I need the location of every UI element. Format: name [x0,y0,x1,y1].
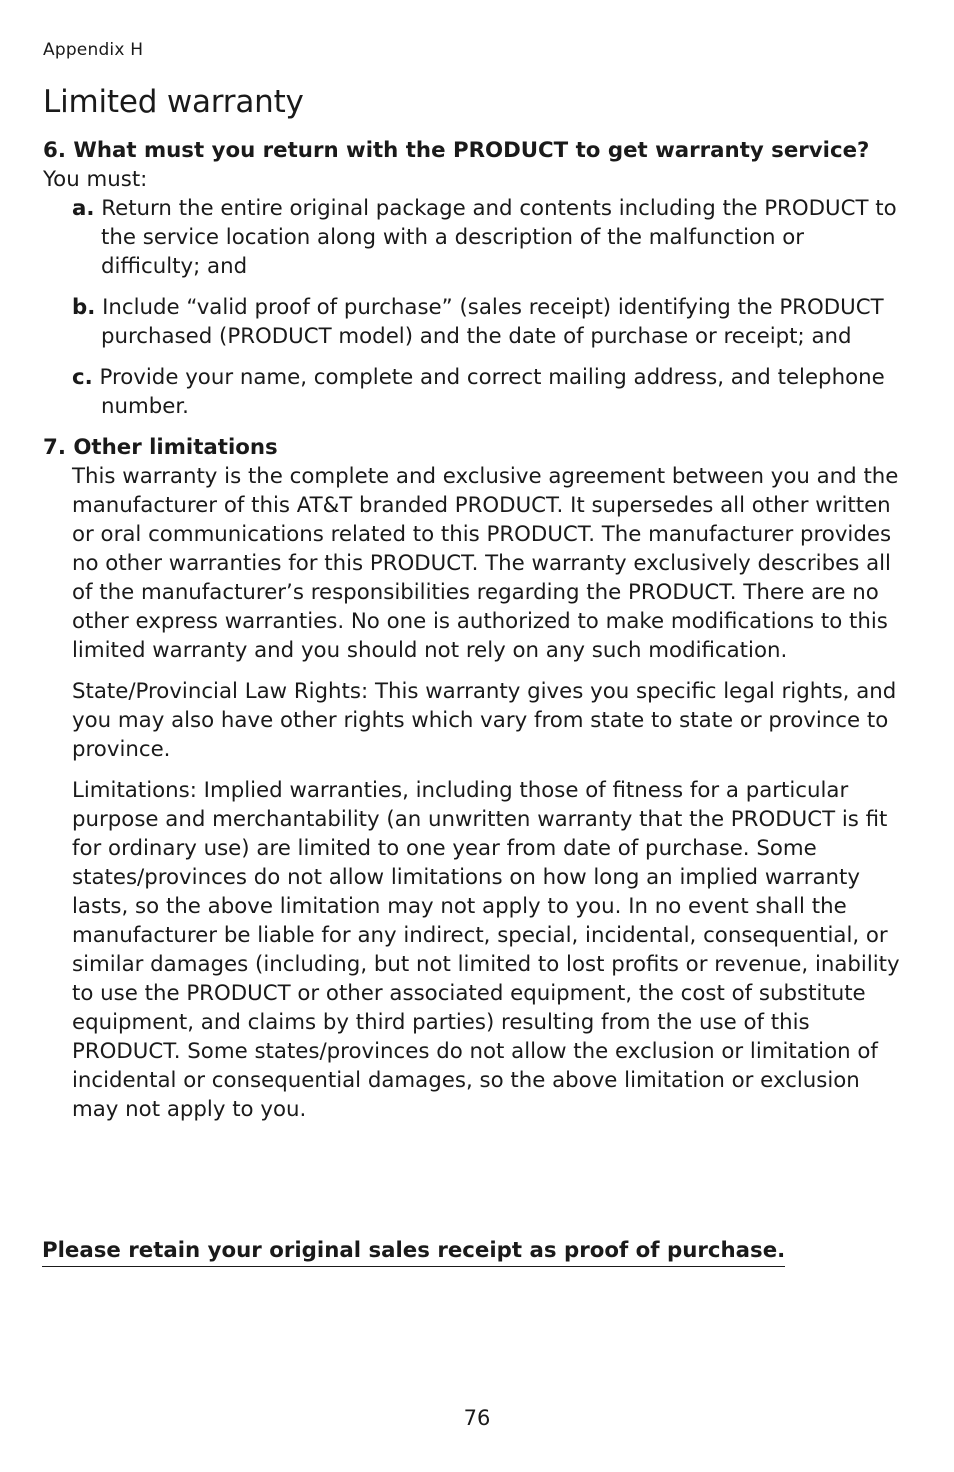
list-item-letter: a. [72,196,95,221]
main-content [43,136,903,1136]
list-item [43,194,903,281]
list-item [43,293,903,351]
section-7-paragraph: State/Provincial Law Rights: This warranty gives you specific legal rights, and you may also have other rights which vary from state to state or province to province. [72,679,897,762]
list-item-letter: b. [72,295,96,320]
question-6-intro: You must: [43,167,148,192]
page-number: 76 [463,1406,491,1430]
list-item-text: Provide your name, complete and correct mailing address, and telephone number. [99,365,885,419]
section-7-paragraph: Limitations: Implied warranties, including those of fitness for a particular purpose and merchantability (an unwritten warranty that the PRODUCT is fit for ordinary use) are limited to one year from date of purchase. Some states/provinces do not allow limitations on how long an implied warranty lasts, so the above limitation may not apply to you. In no event shall the manufacturer be liable for any indirect, special, incidental, consequential, or similar damages (including, but not limited to lost profits or revenue, inability to use the PRODUCT or other associated equipment, the cost of substitute equipment, and claims by third parties) resulting from the use of this PRODUCT. Some states/provinces do not allow the exclusion or limitation of incidental or consequential damages, so the above limitation or exclusion may not apply to you. [72,778,900,1122]
question-6-heading: 6. What must you return with the PRODUCT to get warranty service? [43,138,870,163]
list-item-text: Return the entire original package and contents including the PRODUCT to the service location along with a description of the malfunction or difficulty; and [101,196,897,279]
page-title: Limited warranty [43,84,304,120]
section-label: Appendix H [43,40,144,60]
section-7-paragraph: This warranty is the complete and exclusive agreement between you and the manufacturer of this AT&T branded PRODUCT. It supersedes all other written or oral communications related to this PRODUCT. The manufacturer provides no other warranties for this PRODUCT. The warranty exclusively describes all of the manufacturer’s responsibilities regarding the PRODUCT. There are no other express warranties. No one is authorized to make modifications to this limited warranty and you should not rely on any such modification. [72,464,899,663]
section-7-heading: 7. Other limitations [43,435,278,460]
requirements-list [43,194,903,421]
list-item-letter: c. [72,365,93,390]
list-item-text: Include “valid proof of purchase” (sales receipt) identifying the PRODUCT purchased (PRODUCT model) and the date of purchase or receipt; and [101,295,884,349]
retain-receipt-notice: Please retain your original sales receipt as proof of purchase. [42,1236,785,1267]
list-item [43,363,903,421]
